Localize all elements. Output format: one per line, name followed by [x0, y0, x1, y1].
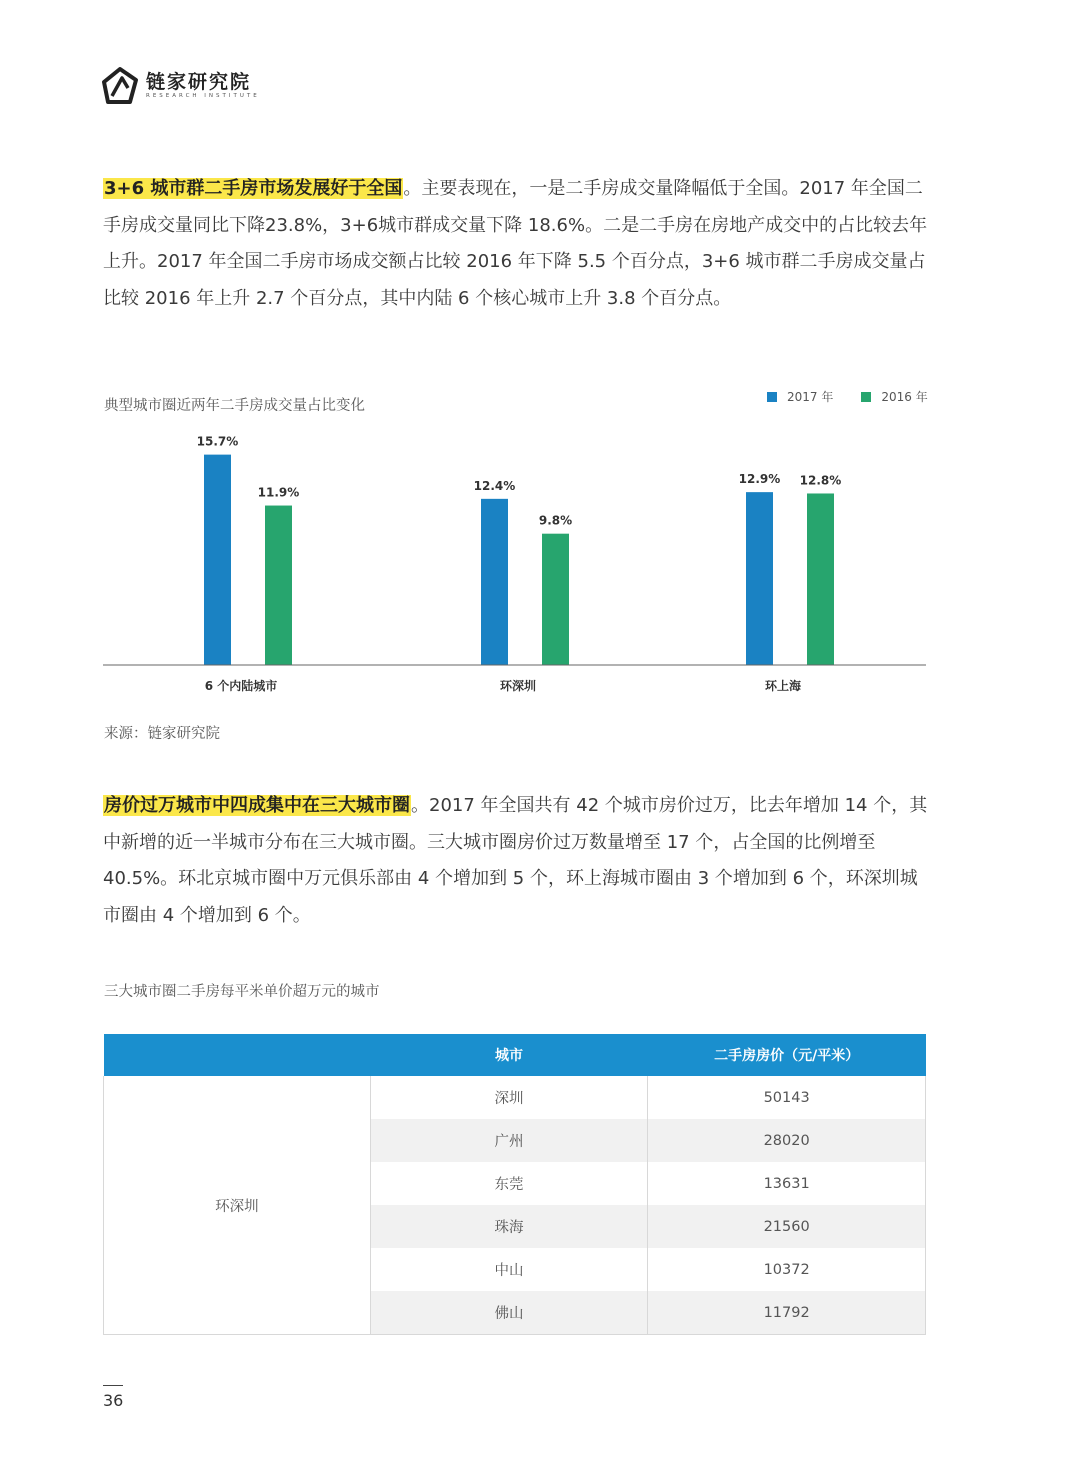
category-label: 环上海 [764, 679, 802, 693]
data-label: 12.8% [799, 473, 842, 488]
price-table [103, 1034, 926, 1335]
bar-2016 [807, 493, 834, 665]
legend-swatch-2017 [767, 392, 777, 402]
data-label: 12.9% [738, 472, 781, 487]
city-cell: 中山 [370, 1248, 648, 1291]
table-header-row [104, 1034, 926, 1076]
logo [100, 66, 260, 106]
city-cell: 珠海 [370, 1205, 648, 1248]
lianjia-logo-icon [100, 66, 140, 106]
category-label: 6 个内陆城市 [204, 679, 278, 693]
legend-swatch-2016 [861, 392, 871, 402]
price-cell: 50143 [648, 1076, 926, 1119]
city-cell: 东莞 [370, 1162, 648, 1205]
legend-item-2016 [861, 388, 927, 405]
paragraph-1 [103, 171, 933, 317]
bar-2016 [542, 534, 569, 665]
price-cell: 11792 [648, 1291, 926, 1335]
bar-2017 [746, 492, 773, 665]
bar-2017 [204, 455, 231, 665]
paragraph-2-text: 。2017 年全国共有 42 个城市房价过万，比去年增加 14 个，其中新增的近一半城市分布在三大城市圈。三大城市圈房价过万数量增至 17 个，占全国的比例增至 40.5%。环北京城市圈中万元俱乐部由 4 个增加到 5 个，环上海城市圈由 3 个增加到 6 个，环深圳城市圈由 4 个增加到 6 个。 [103, 795, 928, 926]
paragraph-1-highlight: 3+6 城市群二手房市场发展好于全国 [104, 178, 403, 199]
paragraph-1-text: 。主要表现在，一是二手房成交量降幅低于全国。2017 年全国二手房成交量同比下降23.8%，3+6城市群成交量下降 18.6%。二是二手房在房地产成交中的占比较去年上升。2017 年全国二手房市场成交额占比较 2016 年下降 5.5 个百分点，3+6 城市群二手房成交量占比较 2016 年上升 2.7 个百分点，其中内陆 6 个核心城市上升 3.8 个百分点。 [103, 178, 928, 309]
city-cell: 广州 [370, 1119, 648, 1162]
price-cell: 28020 [648, 1119, 926, 1162]
data-label: 15.7% [196, 434, 239, 449]
header-city: 城市 [370, 1034, 648, 1076]
header-price: 二手房房价（元/平米） [648, 1034, 926, 1076]
bar-2017 [481, 499, 508, 665]
price-cell: 10372 [648, 1248, 926, 1291]
table-title: 三大城市圈二手房每平米单价超万元的城市 [104, 984, 380, 1000]
data-label: 12.4% [473, 478, 516, 493]
page-number: 36 [103, 1391, 124, 1410]
legend-item-2017 [767, 388, 833, 405]
chart-legend [767, 388, 928, 405]
city-cell: 深圳 [370, 1076, 648, 1119]
page-number-rule [103, 1385, 123, 1386]
table-row [104, 1076, 926, 1119]
price-cell: 21560 [648, 1205, 926, 1248]
paragraph-2 [103, 788, 933, 934]
data-label: 11.9% [257, 485, 300, 500]
region-cell: 环深圳 [104, 1076, 371, 1335]
logo-name: 链家研究院 [146, 71, 252, 93]
category-label: 环深圳 [499, 679, 537, 693]
chart-source: 来源：链家研究院 [104, 726, 220, 742]
logo-subtitle: RESEARCH INSTITUTE [146, 93, 260, 99]
header-region [104, 1034, 371, 1076]
bar-2016 [265, 506, 292, 665]
bar-chart [0, 430, 1080, 710]
legend-label-2016: 2016 年 [881, 390, 928, 404]
paragraph-2-highlight: 房价过万城市中四成集中在三大城市圈 [104, 795, 410, 816]
chart-title: 典型城市圈近两年二手房成交量占比变化 [104, 398, 365, 414]
city-cell: 佛山 [370, 1291, 648, 1335]
data-label: 9.8% [538, 513, 573, 528]
legend-label-2017: 2017 年 [787, 390, 834, 404]
price-cell: 13631 [648, 1162, 926, 1205]
